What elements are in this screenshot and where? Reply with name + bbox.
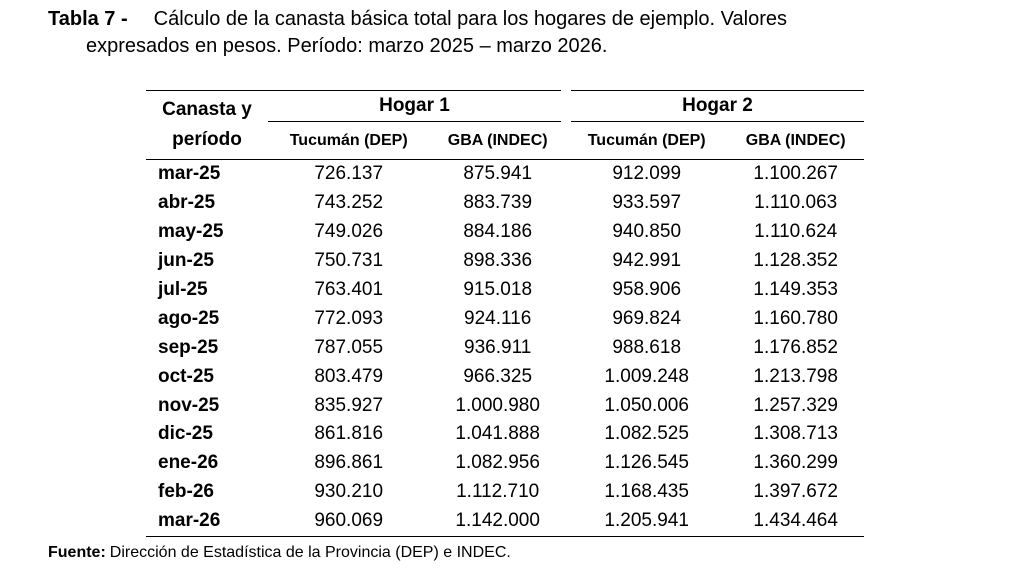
value-cell-h1-tuc: 896.861 [314, 452, 384, 474]
table-row [146, 218, 864, 247]
table-body [146, 160, 864, 537]
table-row [146, 507, 864, 536]
value-cell-h1-gba: 1.041.888 [455, 423, 540, 445]
value-cell-h1-tuc: 960.069 [268, 507, 429, 536]
value-cell-h1-gba: 1.082.956 [455, 452, 540, 474]
value-cell-h2-gba: 1.213.798 [753, 365, 838, 387]
subheader-h1-gba: GBA (INDEC) [429, 122, 566, 160]
value-cell-h2-gba: 1.434.464 [727, 507, 864, 536]
period-cell: feb-26 [158, 481, 214, 503]
table-row [146, 391, 864, 420]
period-cell: oct-25 [158, 365, 214, 387]
source-label: Fuente: [48, 544, 106, 561]
value-cell-h1-gba: 898.336 [463, 250, 533, 272]
table-row [146, 189, 864, 218]
source-note [48, 544, 511, 562]
value-cell-h1-gba: 966.325 [463, 365, 533, 387]
value-cell-h2-tuc: 1.009.248 [604, 365, 689, 387]
period-cell: mar-25 [158, 163, 221, 185]
table-row [146, 304, 864, 333]
value-cell-h1-gba: 915.018 [463, 279, 533, 300]
value-cell-h2-tuc: 1.126.545 [604, 452, 689, 474]
period-cell: ene-26 [158, 452, 219, 474]
value-cell-h1-gba: 875.941 [463, 163, 533, 185]
table-row [146, 333, 864, 362]
period-cell: may-25 [158, 221, 224, 243]
caption-label: Tabla 7 - [48, 8, 128, 30]
canasta-table [146, 90, 864, 537]
period-cell: abr-25 [158, 192, 216, 214]
period-cell: mar-26 [146, 507, 268, 536]
value-cell-h2-tuc: 940.850 [612, 221, 682, 243]
table-row [146, 420, 864, 449]
value-cell-h2-gba: 1.176.852 [753, 336, 838, 358]
caption-line2: expresados en pesos. Período: marzo 2025 – marzo 2026. [86, 35, 608, 57]
value-cell-h2-tuc: 969.824 [612, 307, 682, 329]
value-cell-h2-tuc: 1.205.941 [566, 507, 727, 536]
value-cell-h2-tuc: 988.618 [612, 336, 682, 358]
value-cell-h2-gba: 1.110.063 [754, 192, 838, 214]
subheader-h2-gba: GBA (INDEC) [727, 122, 864, 160]
value-cell-h2-tuc: 1.082.525 [604, 423, 689, 445]
value-cell-h2-gba: 1.360.299 [753, 452, 838, 474]
value-cell-h2-tuc: 1.050.006 [604, 394, 689, 416]
period-cell: sep-25 [158, 336, 219, 358]
value-cell-h1-gba: 936.911 [464, 336, 532, 358]
row-header [146, 91, 268, 160]
table-row [146, 478, 864, 507]
source-text: Dirección de Estadística de la Provincia (DEP) e INDEC. [109, 544, 511, 561]
period-cell: dic-25 [158, 423, 213, 445]
value-cell-h2-gba: 1.100.267 [753, 163, 838, 185]
value-cell-h2-gba: 1.128.352 [753, 250, 838, 272]
value-cell-h2-tuc: 912.099 [612, 163, 682, 185]
value-cell-h1-tuc: 787.055 [314, 336, 384, 358]
period-cell: jun-25 [158, 250, 214, 272]
value-cell-h1-gba: 884.186 [463, 221, 533, 243]
value-cell-h1-tuc: 835.927 [314, 394, 384, 416]
value-cell-h2-gba: 1.397.672 [753, 481, 838, 503]
table-row [146, 247, 864, 276]
value-cell-h1-gba: 883.739 [463, 192, 533, 214]
value-cell-h2-gba: 1.308.713 [753, 423, 838, 445]
table-row [146, 276, 864, 305]
value-cell-h2-gba: 1.257.329 [753, 394, 838, 416]
group-header-hogar1: Hogar 1 [268, 91, 566, 122]
value-cell-h1-gba: 1.000.980 [455, 394, 540, 416]
caption-line1: Cálculo de la canasta básica total para los hogares de ejemplo. Valores [153, 8, 787, 30]
group-header-hogar2: Hogar 2 [566, 91, 864, 122]
period-cell: jul-25 [158, 279, 208, 300]
value-cell-h1-tuc: 749.026 [314, 221, 384, 243]
table-row [146, 160, 864, 189]
value-cell-h1-gba: 924.116 [464, 307, 532, 329]
value-cell-h1-tuc: 772.093 [314, 307, 384, 329]
value-cell-h1-gba: 1.112.710 [456, 481, 540, 503]
value-cell-h1-gba: 1.142.000 [429, 507, 566, 536]
period-cell: nov-25 [158, 394, 220, 416]
table-row [146, 449, 864, 478]
value-cell-h2-tuc: 942.991 [612, 250, 682, 272]
value-cell-h1-tuc: 726.137 [314, 163, 384, 185]
value-cell-h2-gba: 1.149.353 [753, 279, 838, 300]
table-caption [48, 6, 998, 60]
row-header-line2: período [172, 129, 242, 150]
value-cell-h1-tuc: 930.210 [314, 481, 384, 503]
subheader-h1-tucuman: Tucumán (DEP) [268, 122, 429, 160]
period-cell: ago-25 [158, 307, 220, 329]
row-header-line1: Canasta y [162, 99, 252, 120]
value-cell-h1-tuc: 861.816 [314, 423, 384, 445]
value-cell-h2-tuc: 933.597 [612, 192, 682, 214]
value-cell-h1-tuc: 803.479 [314, 365, 384, 387]
value-cell-h2-gba: 1.110.624 [754, 221, 838, 243]
value-cell-h1-tuc: 763.401 [314, 279, 384, 300]
value-cell-h2-gba: 1.160.780 [753, 307, 838, 329]
table-row [146, 362, 864, 391]
subheader-h2-tucuman: Tucumán (DEP) [566, 122, 727, 160]
value-cell-h2-tuc: 958.906 [612, 279, 682, 300]
value-cell-h1-tuc: 750.731 [314, 250, 384, 272]
value-cell-h1-tuc: 743.252 [314, 192, 384, 214]
value-cell-h2-tuc: 1.168.435 [604, 481, 689, 503]
